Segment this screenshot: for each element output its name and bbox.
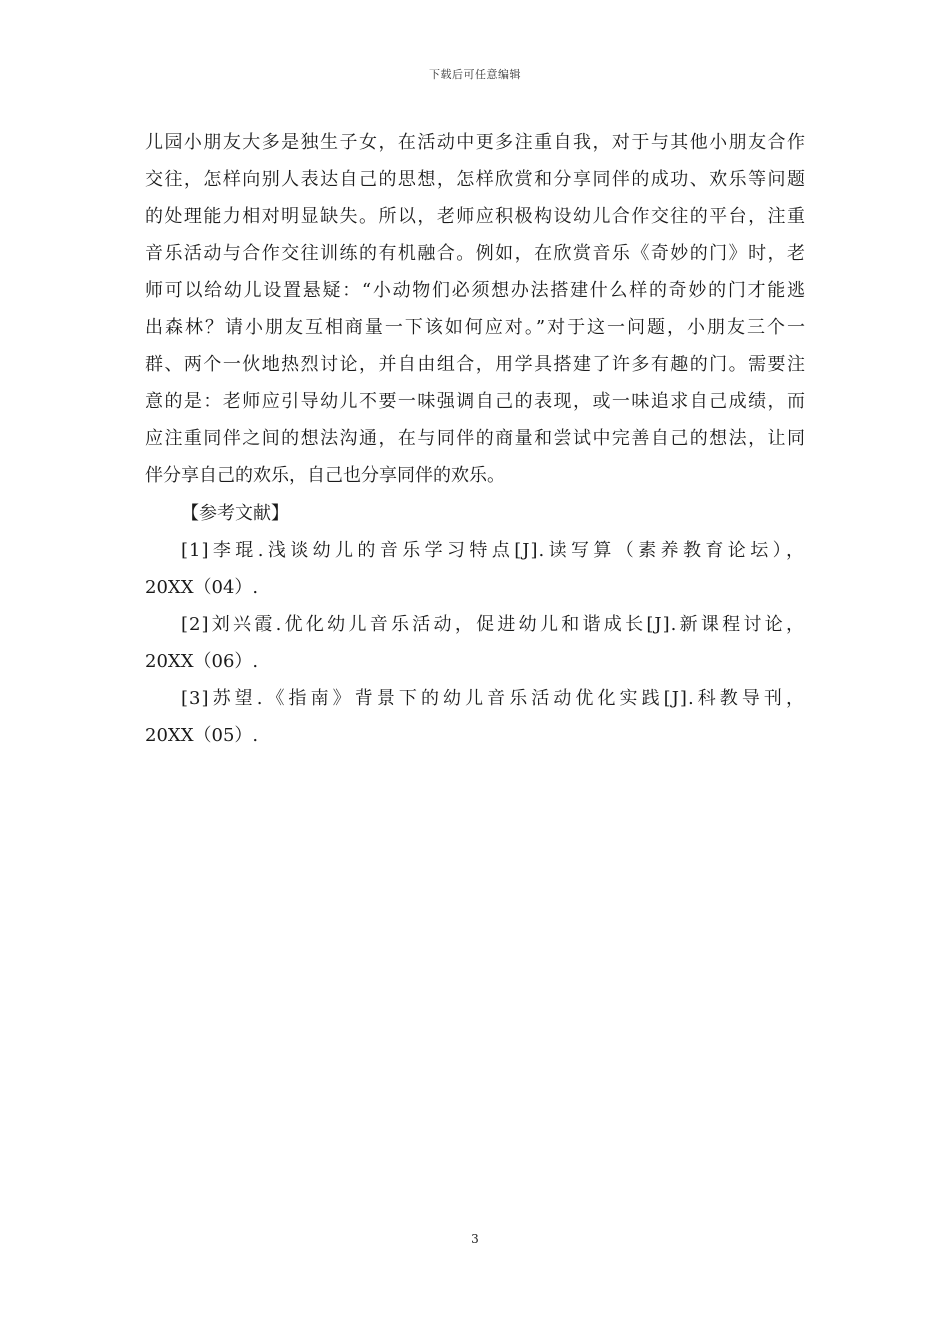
reference-line: [2]刘兴霞.优化幼儿音乐活动，促进幼儿和谐成长[J].新课程讨论， xyxy=(181,614,805,635)
reference-line: 20XX（04）. xyxy=(145,577,259,598)
references-section xyxy=(145,495,805,754)
reference-line: 20XX（06）. xyxy=(145,651,259,672)
reference-line: 20XX（05）. xyxy=(145,725,259,746)
paragraph-line: 儿园小朋友大多是独生子女，在活动中更多注重自我，对于与其他小朋友合作 xyxy=(145,132,805,153)
paragraph-line: 群、两个一伙地热烈讨论，并自由组合，用学具搭建了许多有趣的门。需要注 xyxy=(145,354,805,375)
reference-item xyxy=(145,532,805,606)
reference-line: [1]李琨.浅谈幼儿的音乐学习特点[J].读写算（素养教育论坛）， xyxy=(181,540,805,561)
reference-item xyxy=(145,680,805,754)
paragraph-line: 应注重同伴之间的想法沟通，在与同伴的商量和尝试中完善自己的想法，让同 xyxy=(145,428,805,449)
body-paragraph xyxy=(145,124,805,494)
paragraph-line: 师可以给幼儿设置悬疑：“小动物们必须想办法搭建什么样的奇妙的门才能逃 xyxy=(145,280,805,301)
reference-line: [3]苏望.《指南》背景下的幼儿音乐活动优化实践[J].科教导刊， xyxy=(181,688,805,709)
paragraph-line: 音乐活动与合作交往训练的有机融合。例如，在欣赏音乐《奇妙的门》时，老 xyxy=(145,243,805,264)
references-heading: 【参考文献】 xyxy=(181,503,289,524)
paragraph-line: 交往，怎样向别人表达自己的思想，怎样欣赏和分享同伴的成功、欢乐等问题 xyxy=(145,169,805,190)
reference-item xyxy=(145,606,805,680)
page-header: 下载后可任意编辑 xyxy=(429,68,521,81)
paragraph-line: 伴分享自己的欢乐，自己也分享同伴的欢乐。 xyxy=(145,465,505,486)
document-body xyxy=(145,124,805,754)
page-number: 3 xyxy=(471,1232,479,1246)
paragraph-line: 意的是：老师应引导幼儿不要一味强调自己的表现，或一味追求自己成绩，而 xyxy=(145,391,805,412)
paragraph-line: 出森林？请小朋友互相商量一下该如何应对。”对于这一问题，小朋友三个一 xyxy=(145,317,805,338)
paragraph-line: 的处理能力相对明显缺失。所以，老师应积极构设幼儿合作交往的平台，注重 xyxy=(145,206,805,227)
